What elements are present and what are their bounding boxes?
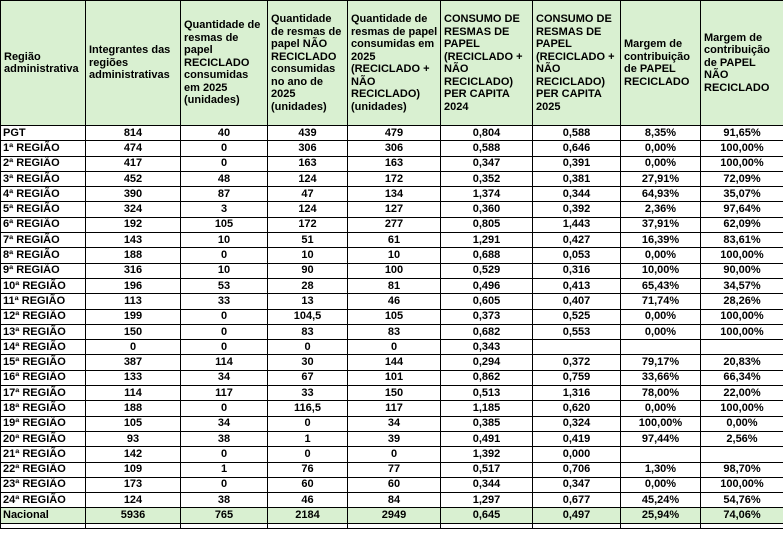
cell: 10: [268, 248, 348, 263]
cell: 0: [181, 309, 268, 324]
cell: 0,316: [533, 263, 621, 278]
cell: 117: [348, 401, 441, 416]
cell: 34,57%: [701, 278, 783, 293]
cell: 34: [181, 416, 268, 431]
cell: 439: [268, 126, 348, 141]
cell: 100,00%: [701, 324, 783, 339]
cell: 163: [268, 156, 348, 171]
footer-row: [1, 508, 783, 523]
cell: 39: [348, 431, 441, 446]
region-label: 10ª REGIÃO: [1, 278, 86, 293]
cell: 54,76%: [701, 493, 783, 508]
cell: 61: [348, 233, 441, 248]
cell: 479: [348, 126, 441, 141]
cell: 0,491: [441, 431, 533, 446]
cell: 51: [268, 233, 348, 248]
region-label: PGT: [1, 126, 86, 141]
cell: 0,605: [441, 294, 533, 309]
cell: 0,352: [441, 171, 533, 186]
cell: 114: [86, 386, 181, 401]
table-row: [1, 278, 783, 293]
cell: 0,00%: [701, 416, 783, 431]
region-label: 21ª REGIÃO: [1, 447, 86, 462]
cell: 1,297: [441, 493, 533, 508]
region-label: 16ª REGIÃO: [1, 370, 86, 385]
cell: 0,343: [441, 340, 533, 355]
cell: 100,00%: [701, 477, 783, 492]
cell: 0,553: [533, 324, 621, 339]
region-label: 11ª REGIÃO: [1, 294, 86, 309]
cell: 172: [268, 217, 348, 232]
footer-cell: 5936: [86, 508, 181, 523]
footer-cell: 765: [181, 508, 268, 523]
cell: 0,385: [441, 416, 533, 431]
cell: 0: [181, 447, 268, 462]
cell: 62,09%: [701, 217, 783, 232]
cell: 0: [268, 340, 348, 355]
cell: 0,324: [533, 416, 621, 431]
cell: 33: [181, 294, 268, 309]
table-row: [1, 386, 783, 401]
table-row: [1, 141, 783, 156]
cell: 0,344: [533, 187, 621, 202]
cell: 1,443: [533, 217, 621, 232]
table-row: [1, 462, 783, 477]
cell: 0,344: [441, 477, 533, 492]
cell: 0,00%: [621, 141, 701, 156]
region-label: 6ª REGIÃO: [1, 217, 86, 232]
cell: 78,00%: [621, 386, 701, 401]
cell: 1,291: [441, 233, 533, 248]
cell: 0: [181, 141, 268, 156]
cell: 1,392: [441, 447, 533, 462]
cell: 2,36%: [621, 202, 701, 217]
cell: 172: [348, 171, 441, 186]
table-row: [1, 126, 783, 141]
cell: 71,74%: [621, 294, 701, 309]
cell: 0: [181, 156, 268, 171]
cell: 1,30%: [621, 462, 701, 477]
cell: 27,91%: [621, 171, 701, 186]
cell: 0: [181, 401, 268, 416]
cell: 0,373: [441, 309, 533, 324]
cell: [701, 340, 783, 355]
cell: 0,372: [533, 355, 621, 370]
region-label: 24ª REGIÃO: [1, 493, 86, 508]
cell: 34: [181, 370, 268, 385]
empty-cell: [701, 523, 783, 528]
cell: 150: [86, 324, 181, 339]
cell: 0,588: [533, 126, 621, 141]
cell: 1,316: [533, 386, 621, 401]
cell: 0,513: [441, 386, 533, 401]
cell: 0,347: [533, 477, 621, 492]
region-label: 2ª REGIÃO: [1, 156, 86, 171]
footer-cell: 0,645: [441, 508, 533, 523]
cell: 0,360: [441, 202, 533, 217]
cell: 0,688: [441, 248, 533, 263]
cell: 37,91%: [621, 217, 701, 232]
cell: 35,07%: [701, 187, 783, 202]
empty-cell: [1, 523, 86, 528]
cell: 188: [86, 401, 181, 416]
table-row: [1, 202, 783, 217]
column-header: Margem de contribuição de PAPEL NÃO RECICLADO: [701, 1, 783, 126]
cell: 10: [181, 263, 268, 278]
cell: 124: [86, 493, 181, 508]
cell: 34: [348, 416, 441, 431]
empty-cell: [348, 523, 441, 528]
cell: 100: [348, 263, 441, 278]
cell: 28,26%: [701, 294, 783, 309]
cell: 188: [86, 248, 181, 263]
cell: 47: [268, 187, 348, 202]
table-row: [1, 340, 783, 355]
footer-label: Nacional: [1, 508, 86, 523]
empty-cell: [533, 523, 621, 528]
cell: 33: [268, 386, 348, 401]
cell: 90: [268, 263, 348, 278]
column-header: Quantidade de resmas de papel consumidas em 2025 (RECICLADO + NÃO RECICLADO) (unidades): [348, 1, 441, 126]
table-row: [1, 171, 783, 186]
cell: 127: [348, 202, 441, 217]
cell: 46: [268, 493, 348, 508]
cell: 0,00%: [621, 309, 701, 324]
footer-cell: 74,06%: [701, 508, 783, 523]
cell: 192: [86, 217, 181, 232]
cell: 173: [86, 477, 181, 492]
cell: 100,00%: [701, 309, 783, 324]
cell: 33,66%: [621, 370, 701, 385]
footer-cell: 2949: [348, 508, 441, 523]
cell: 0,347: [441, 156, 533, 171]
table-row: [1, 156, 783, 171]
cell: 0,529: [441, 263, 533, 278]
table-row: [1, 416, 783, 431]
cell: 3: [181, 202, 268, 217]
cell: 452: [86, 171, 181, 186]
cell: 142: [86, 447, 181, 462]
cell: 124: [268, 171, 348, 186]
cell: 0,804: [441, 126, 533, 141]
cell: 134: [348, 187, 441, 202]
region-label: 13ª REGIÃO: [1, 324, 86, 339]
table-row: [1, 355, 783, 370]
cell: 387: [86, 355, 181, 370]
table-body: [1, 126, 783, 529]
cell: 474: [86, 141, 181, 156]
cell: 113: [86, 294, 181, 309]
cell: 0,00%: [621, 401, 701, 416]
footer-cell: 2184: [268, 508, 348, 523]
table-row: [1, 294, 783, 309]
cell: 0,391: [533, 156, 621, 171]
table-row: [1, 233, 783, 248]
table-row: [1, 217, 783, 232]
cell: 8,35%: [621, 126, 701, 141]
cell: 79,17%: [621, 355, 701, 370]
empty-cell: [621, 523, 701, 528]
cell: 60: [268, 477, 348, 492]
cell: 316: [86, 263, 181, 278]
cell: 30: [268, 355, 348, 370]
cell: 83: [348, 324, 441, 339]
region-label: 19ª REGIÃO: [1, 416, 86, 431]
cell: 100,00%: [701, 248, 783, 263]
cell: 1: [181, 462, 268, 477]
cell: 0: [348, 447, 441, 462]
cell: 116,5: [268, 401, 348, 416]
cell: 66,34%: [701, 370, 783, 385]
cell: 0,00%: [621, 248, 701, 263]
table-row: [1, 477, 783, 492]
table-row: [1, 248, 783, 263]
cell: 0: [268, 447, 348, 462]
cell: 0,392: [533, 202, 621, 217]
table-row: [1, 370, 783, 385]
cell: 0,759: [533, 370, 621, 385]
region-label: 15ª REGIÃO: [1, 355, 86, 370]
cell: 196: [86, 278, 181, 293]
cell: 144: [348, 355, 441, 370]
table-row: [1, 431, 783, 446]
cell: 65,43%: [621, 278, 701, 293]
column-header: Integrantes das regiões administrativas: [86, 1, 181, 126]
cell: 16,39%: [621, 233, 701, 248]
cell: 0,682: [441, 324, 533, 339]
cell: 83: [268, 324, 348, 339]
cell: 0: [86, 340, 181, 355]
cell: 133: [86, 370, 181, 385]
cell: 22,00%: [701, 386, 783, 401]
header-row: [1, 1, 783, 126]
cell: 90,00%: [701, 263, 783, 278]
cell: [621, 340, 701, 355]
cell: 163: [348, 156, 441, 171]
cell: 97,64%: [701, 202, 783, 217]
cell: 0,706: [533, 462, 621, 477]
cell: 10,00%: [621, 263, 701, 278]
cell: 48: [181, 171, 268, 186]
region-label: 8ª REGIÃO: [1, 248, 86, 263]
cell: 0,294: [441, 355, 533, 370]
region-label: 17ª REGIÃO: [1, 386, 86, 401]
cell: 105: [181, 217, 268, 232]
cell: 10: [181, 233, 268, 248]
cell: 199: [86, 309, 181, 324]
cell: 38: [181, 431, 268, 446]
cell: 81: [348, 278, 441, 293]
cell: 306: [348, 141, 441, 156]
cell: 100,00%: [621, 416, 701, 431]
cell: 28: [268, 278, 348, 293]
cell: 84: [348, 493, 441, 508]
cell: 38: [181, 493, 268, 508]
cell: 324: [86, 202, 181, 217]
cell: 1,185: [441, 401, 533, 416]
stub-row: [1, 523, 783, 528]
table-row: [1, 309, 783, 324]
footer-cell: 25,94%: [621, 508, 701, 523]
table-row: [1, 187, 783, 202]
cell: 0: [181, 324, 268, 339]
cell: 0,00%: [621, 324, 701, 339]
cell: 0,496: [441, 278, 533, 293]
cell: [701, 447, 783, 462]
cell: 390: [86, 187, 181, 202]
cell: 143: [86, 233, 181, 248]
cell: 117: [181, 386, 268, 401]
cell: 0,053: [533, 248, 621, 263]
cell: 0,381: [533, 171, 621, 186]
table-row: [1, 263, 783, 278]
cell: 60: [348, 477, 441, 492]
footer-cell: 0,497: [533, 508, 621, 523]
cell: 97,44%: [621, 431, 701, 446]
cell: 0,862: [441, 370, 533, 385]
cell: 0,805: [441, 217, 533, 232]
region-label: 9ª REGIÃO: [1, 263, 86, 278]
cell: 53: [181, 278, 268, 293]
column-header: Margem de contribuição de PAPEL RECICLADO: [621, 1, 701, 126]
table-row: [1, 401, 783, 416]
cell: 0: [348, 340, 441, 355]
cell: 104,5: [268, 309, 348, 324]
cell: 277: [348, 217, 441, 232]
region-label: 18ª REGIÃO: [1, 401, 86, 416]
cell: 0,588: [441, 141, 533, 156]
region-label: 12ª REGIÃO: [1, 309, 86, 324]
cell: 100,00%: [701, 141, 783, 156]
region-label: 1ª REGIÃO: [1, 141, 86, 156]
column-header: CONSUMO DE RESMAS DE PAPEL (RECICLADO + NÃO RECICLADO) PER CAPITA 2025: [533, 1, 621, 126]
cell: 0,427: [533, 233, 621, 248]
cell: 105: [348, 309, 441, 324]
region-label: 5ª REGIÃO: [1, 202, 86, 217]
empty-cell: [86, 523, 181, 528]
cell: [621, 447, 701, 462]
column-header: Quantidade de resmas de papel NÃO RECICLADO consumidas no ano de 2025 (unidades): [268, 1, 348, 126]
cell: 0,620: [533, 401, 621, 416]
cell: 83,61%: [701, 233, 783, 248]
cell: 46: [348, 294, 441, 309]
cell: 0,407: [533, 294, 621, 309]
cell: 100,00%: [701, 401, 783, 416]
cell: 306: [268, 141, 348, 156]
cell: 0: [181, 477, 268, 492]
cell: 72,09%: [701, 171, 783, 186]
cell: 98,70%: [701, 462, 783, 477]
cell: [533, 340, 621, 355]
table-row: [1, 324, 783, 339]
cell: 417: [86, 156, 181, 171]
region-label: 22ª REGIÃO: [1, 462, 86, 477]
column-header: CONSUMO DE RESMAS DE PAPEL (RECICLADO + NÃO RECICLADO) PER CAPITA 2024: [441, 1, 533, 126]
region-label: 4ª REGIÃO: [1, 187, 86, 202]
empty-cell: [268, 523, 348, 528]
cell: 0: [268, 416, 348, 431]
table-row: [1, 447, 783, 462]
region-label: 14ª REGIÃO: [1, 340, 86, 355]
cell: 0,00%: [621, 477, 701, 492]
cell: 93: [86, 431, 181, 446]
cell: 0,517: [441, 462, 533, 477]
cell: 0,677: [533, 493, 621, 508]
cell: 1: [268, 431, 348, 446]
cell: 0,419: [533, 431, 621, 446]
cell: 20,83%: [701, 355, 783, 370]
cell: 100,00%: [701, 156, 783, 171]
cell: 91,65%: [701, 126, 783, 141]
cell: 0: [181, 248, 268, 263]
cell: 0,646: [533, 141, 621, 156]
cell: 105: [86, 416, 181, 431]
cell: 87: [181, 187, 268, 202]
column-header: Quantidade de resmas de papel RECICLADO consumidas em 2025 (unidades): [181, 1, 268, 126]
empty-cell: [441, 523, 533, 528]
region-label: 20ª REGIÃO: [1, 431, 86, 446]
table-row: [1, 493, 783, 508]
cell: 0,000: [533, 447, 621, 462]
cell: 10: [348, 248, 441, 263]
cell: 2,56%: [701, 431, 783, 446]
cell: 0: [181, 340, 268, 355]
cell: 150: [348, 386, 441, 401]
cell: 1,374: [441, 187, 533, 202]
cell: 124: [268, 202, 348, 217]
region-label: 3ª REGIÃO: [1, 171, 86, 186]
cell: 76: [268, 462, 348, 477]
cell: 40: [181, 126, 268, 141]
empty-cell: [181, 523, 268, 528]
cell: 77: [348, 462, 441, 477]
cell: 814: [86, 126, 181, 141]
column-header: Região administrativa: [1, 1, 86, 126]
cell: 109: [86, 462, 181, 477]
cell: 114: [181, 355, 268, 370]
region-label: 7ª REGIÃO: [1, 233, 86, 248]
region-label: 23ª REGIÃO: [1, 477, 86, 492]
cell: 0,413: [533, 278, 621, 293]
cell: 64,93%: [621, 187, 701, 202]
cell: 67: [268, 370, 348, 385]
cell: 0,00%: [621, 156, 701, 171]
cell: 13: [268, 294, 348, 309]
cell: 45,24%: [621, 493, 701, 508]
cell: 101: [348, 370, 441, 385]
cell: 0,525: [533, 309, 621, 324]
